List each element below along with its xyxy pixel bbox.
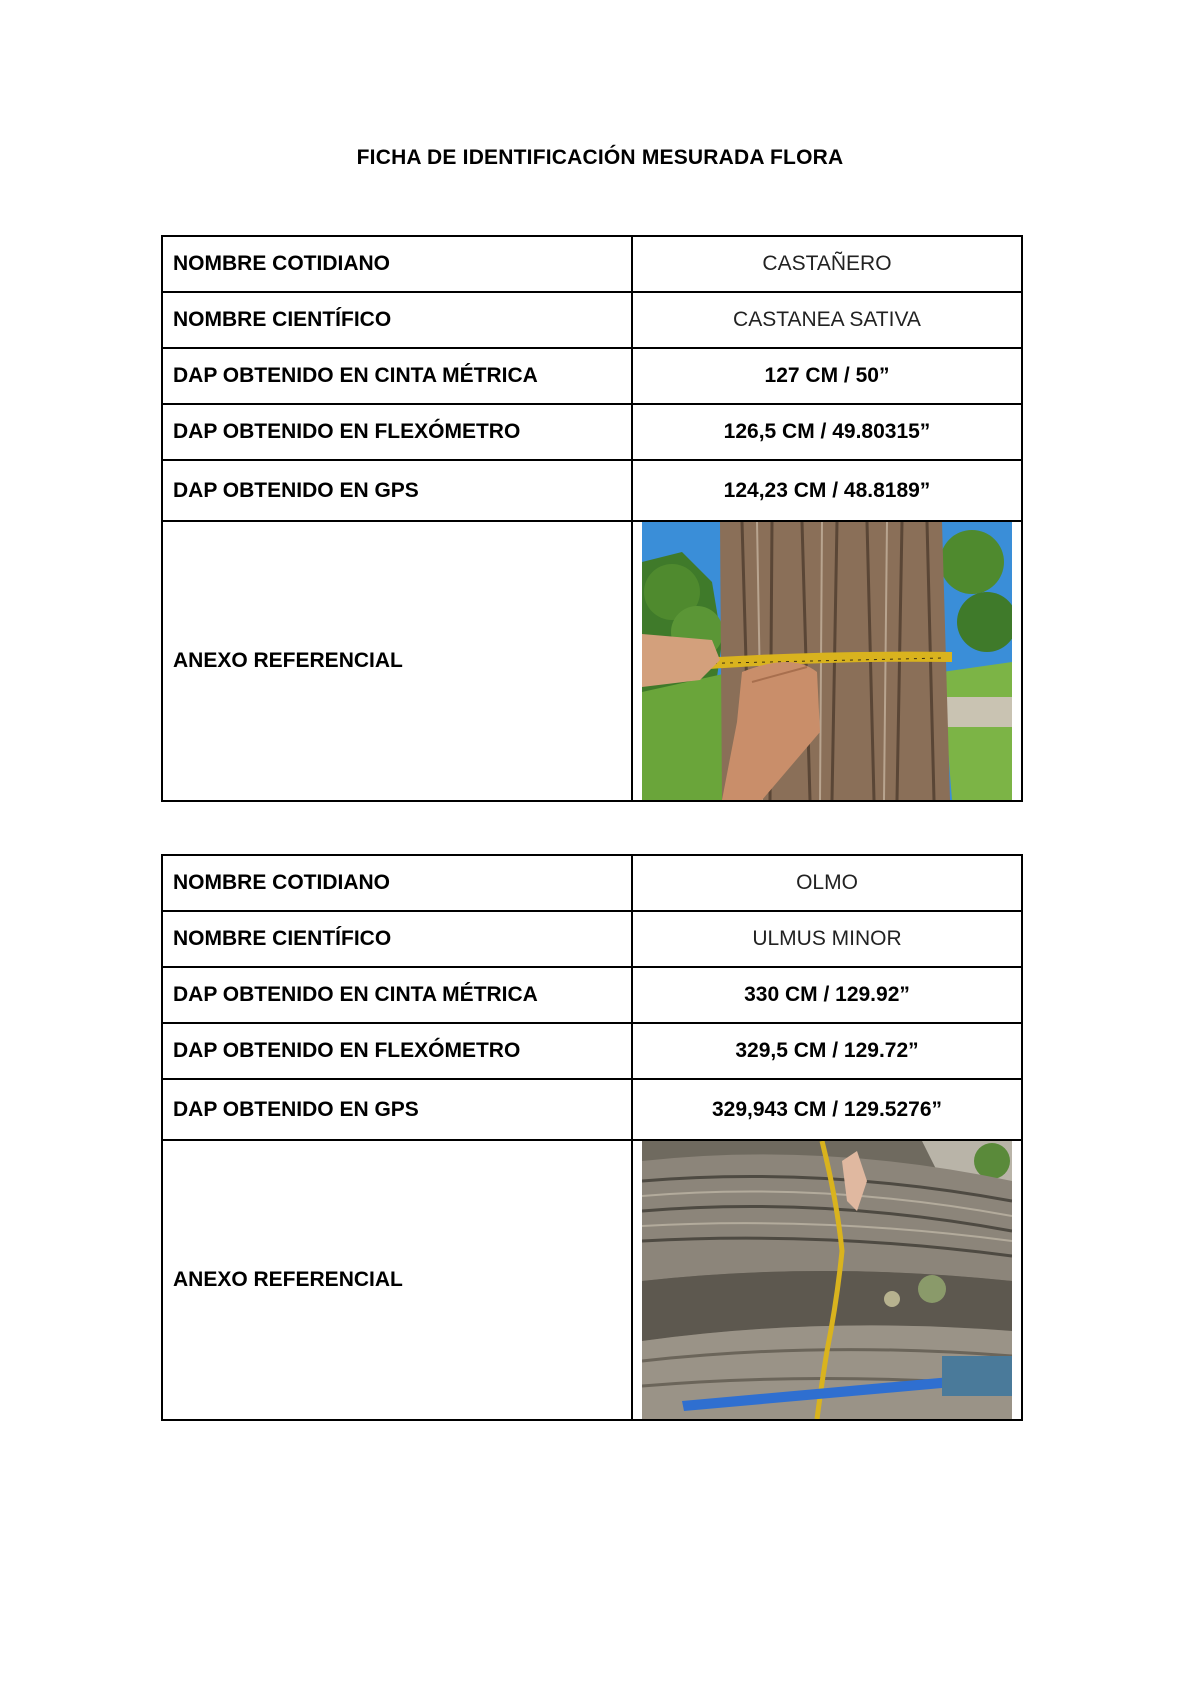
dap-gps-label: DAP OBTENIDO EN GPS xyxy=(162,460,632,521)
table-row xyxy=(162,911,1022,967)
common-name-value: CASTAÑERO xyxy=(632,236,1022,292)
record-table-castanero xyxy=(161,235,1023,802)
scientific-name-value: ULMUS MINOR xyxy=(632,911,1022,967)
photo-standing-trunk-measured-with-tape xyxy=(642,522,1012,800)
page-title: FICHA DE IDENTIFICACIÓN MESURADA FLORA xyxy=(356,146,844,169)
common-name-value: OLMO xyxy=(632,855,1022,911)
table-row xyxy=(162,521,1022,801)
dap-tape-label: DAP OBTENIDO EN CINTA MÉTRICA xyxy=(162,348,632,404)
dap-flexometer-value: 126,5 CM / 49.80315” xyxy=(632,404,1022,460)
dap-tape-value: 330 CM / 129.92” xyxy=(632,967,1022,1023)
photo-felled-trunk-measured-with-tape xyxy=(642,1141,1012,1419)
table-row xyxy=(162,404,1022,460)
common-name-label: NOMBRE COTIDIANO xyxy=(162,236,632,292)
scientific-name-label: NOMBRE CIENTÍFICO xyxy=(162,292,632,348)
annex-photo-cell xyxy=(632,1140,1022,1420)
table-row xyxy=(162,460,1022,521)
table-row xyxy=(162,236,1022,292)
common-name-label: NOMBRE COTIDIANO xyxy=(162,855,632,911)
table-row xyxy=(162,348,1022,404)
table-row xyxy=(162,292,1022,348)
annex-label: ANEXO REFERENCIAL xyxy=(162,521,632,801)
dap-gps-value: 124,23 CM / 48.8189” xyxy=(632,460,1022,521)
dap-flexometer-label: DAP OBTENIDO EN FLEXÓMETRO xyxy=(162,1023,632,1079)
annex-label: ANEXO REFERENCIAL xyxy=(162,1140,632,1420)
scientific-name-label: NOMBRE CIENTÍFICO xyxy=(162,911,632,967)
dap-flexometer-label: DAP OBTENIDO EN FLEXÓMETRO xyxy=(162,404,632,460)
table-row xyxy=(162,1079,1022,1140)
dap-flexometer-value: 329,5 CM / 129.72” xyxy=(632,1023,1022,1079)
table-row xyxy=(162,1023,1022,1079)
scientific-name-value: CASTANEA SATIVA xyxy=(632,292,1022,348)
table-row xyxy=(162,967,1022,1023)
dap-gps-value: 329,943 CM / 129.5276” xyxy=(632,1079,1022,1140)
annex-photo-cell xyxy=(632,521,1022,801)
table-row xyxy=(162,1140,1022,1420)
dap-tape-label: DAP OBTENIDO EN CINTA MÉTRICA xyxy=(162,967,632,1023)
table-row xyxy=(162,855,1022,911)
dap-tape-value: 127 CM / 50” xyxy=(632,348,1022,404)
dap-gps-label: DAP OBTENIDO EN GPS xyxy=(162,1079,632,1140)
record-table-olmo xyxy=(161,854,1023,1421)
